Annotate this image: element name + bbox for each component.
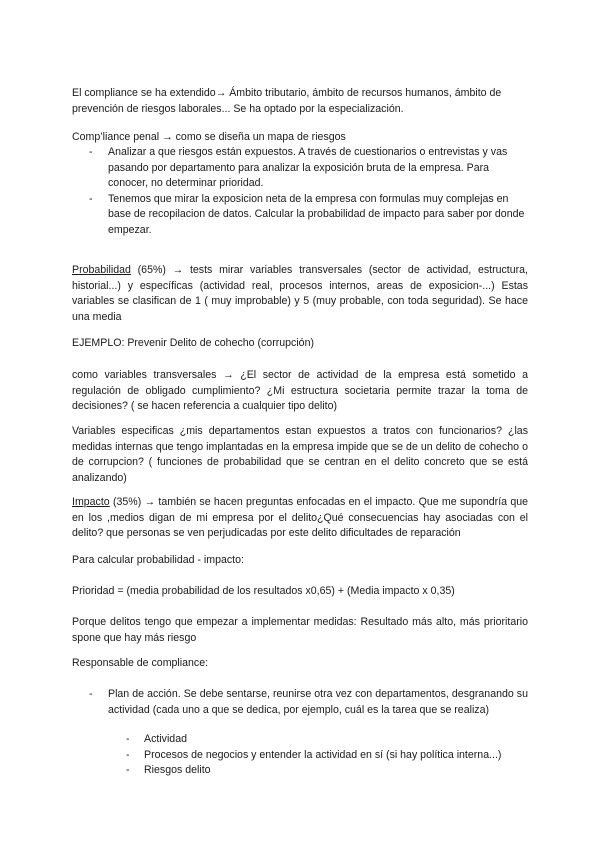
list-item: - Tenemos que mirar la exposicion neta de la empresa con formulas muy complejas en base de recopilacion de datos. Calcular la probabilidad de impacto para saber por donde empezar.: [108, 192, 528, 239]
impacto-term: Impacto: [72, 496, 110, 508]
probabilidad-term: Probabilidad: [72, 264, 131, 276]
probabilidad-paragraph: [72, 263, 528, 325]
especificas-paragraph: Variables especificas ¿mis departamentos estan expuestos a tratos con funcionarios? ¿las medidas internas que tengo implantadas en la empresa impide que se de un delito de cohecho o de corrupcion? ( funciones de probabilidad que se centran en el delito concreto que se está analizando): [72, 425, 528, 484]
formula: Prioridad = (media probabilidad de los resultados x0,65) + (Media impacto x 0,35): [72, 585, 455, 597]
intro-paragraph: El compliance se ha extendido→ Ámbito tributario, ámbito de recursos humanos, ámbito de prevención de riesgos laborales... Se ha optado por la especialización.: [72, 87, 502, 115]
impacto-text: (35%) → también se hacen preguntas enfocadas en el impacto. Que me supondría que en los ,medios digan de mi empresa por el delito¿Qué consecuencias hay asociadas con el delito? que personas se ven perjudicadas por este delito dificultades de reparación: [72, 496, 528, 539]
porque-paragraph: Porque delitos tengo que empezar a implementar medidas: Resultado más alto, más prioritario spone que hay más riesgo: [72, 616, 528, 644]
penal-list: [108, 145, 528, 238]
responsable-heading: Responsable de compliance:: [72, 657, 209, 669]
penal-heading: Comp’liance penal → como se diseña un mapa de riesgos: [72, 131, 346, 143]
calc-heading: Para calcular probabilidad - impacto:: [72, 554, 244, 566]
list-item: - Actividad: [144, 732, 528, 748]
list-item: - Riesgos delito: [144, 763, 528, 779]
plan-list: [108, 687, 528, 718]
list-item: - Plan de acción. Se debe sentarse, reunirse otra vez con departamentos, desgranando su actividad (cada uno a que se dedica, por ejemplo, cuál es la tarea que se realiza): [108, 687, 528, 718]
probabilidad-text: (65%) → tests mirar variables transversales (sector de actividad, estructura, historial...) y específicas (actividad real, procesos internos, areas de exposicion-...) Estas variables se clasifican de 1 ( muy improbable) y 5 (muy probable, con toda seguridad). Se hace una media: [72, 264, 528, 323]
list-item: - Analizar a que riesgos están expuestos. A través de cuestionarios o entrevistas y vas pasando por departamento para analizar la exposición bruta de la empresa. Para conocer, no determinar prioridad.: [108, 145, 528, 192]
list-item: - Procesos de negocios y entender la actividad en sí (si hay política interna...): [144, 748, 528, 764]
example-heading: EJEMPLO: Prevenir Delito de cohecho (corrupción): [72, 337, 314, 349]
impacto-paragraph: [72, 495, 528, 542]
transversal-paragraph: como variables transversales → ¿El sector de actividad de la empresa está sometido a regulación de obligado cumplimiento? ¿Mi estructura societaria permite trazar la toma de decisiones? ( se hacen referencia a cualquier tipo delito): [72, 369, 528, 412]
plan-sublist: [144, 732, 528, 779]
